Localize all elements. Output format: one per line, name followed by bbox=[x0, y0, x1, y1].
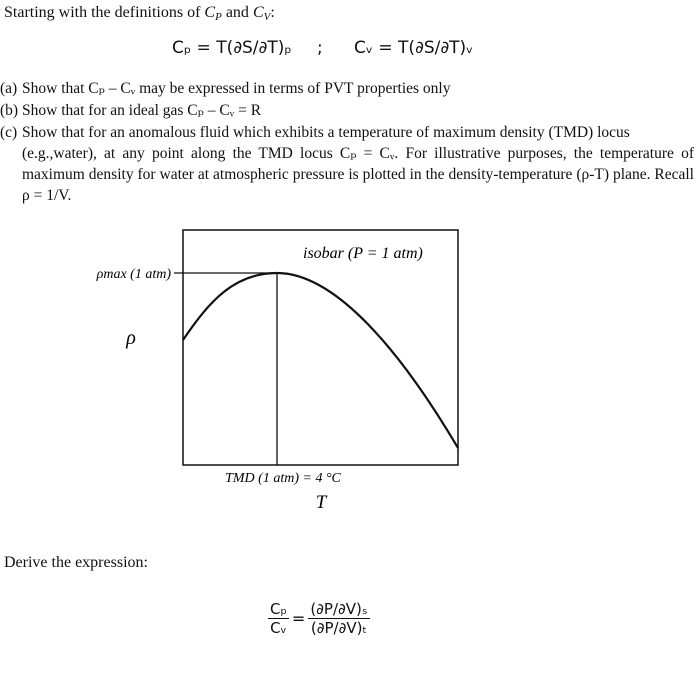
cp-definition: Cₚ = T(∂S/∂T)ₚ bbox=[172, 38, 292, 58]
lhs-fraction bbox=[268, 600, 289, 637]
derive-prompt: Derive the expression: bbox=[4, 554, 148, 571]
isobar-curve bbox=[183, 273, 458, 448]
question-b-text: Show that for an ideal gas Cₚ – Cᵥ = R bbox=[22, 102, 262, 119]
tmd-label: TMD (1 atm) = 4 °C bbox=[225, 471, 341, 486]
question-c-label: (c) bbox=[0, 124, 18, 141]
x-axis-label: T bbox=[315, 492, 327, 513]
isobar-label: isobar (P = 1 atm) bbox=[303, 245, 423, 262]
equals-sign: = bbox=[291, 609, 306, 628]
rhs-fraction bbox=[308, 600, 369, 637]
y-axis-label: ρ bbox=[126, 327, 136, 349]
definition-separator: ; bbox=[317, 38, 323, 58]
question-c-continuation: (e.g.,water), at any point along the TMD locus Cₚ = Cᵥ. For illustrative purposes, the temperature of maximum density for water at atmospheric pressure is plotted in the density-temperature (ρ-T) plane. Recall ρ = 1/V. bbox=[22, 145, 694, 204]
cv-definition: Cᵥ = T(∂S/∂T)ᵥ bbox=[354, 38, 474, 58]
final-expression bbox=[268, 600, 370, 637]
max-density-label: ρmax (1 atm) bbox=[96, 267, 171, 282]
question-a-label: (a) bbox=[0, 80, 18, 97]
question-b-label: (b) bbox=[0, 102, 19, 119]
question-b bbox=[0, 100, 261, 121]
rhs-denominator: (∂P/∂V)ₜ bbox=[308, 618, 369, 637]
question-a-text: Show that Cₚ – Cᵥ may be expressed in terms of PVT properties only bbox=[22, 80, 451, 97]
lhs-denominator: Cᵥ bbox=[268, 618, 289, 637]
lhs-numerator: Cₚ bbox=[270, 600, 287, 618]
question-c-line1: Show that for an anomalous fluid which exhibits a temperature of maximum density (TMD) locus bbox=[22, 124, 630, 141]
question-a bbox=[0, 78, 450, 99]
chart-frame bbox=[183, 230, 458, 465]
question-c bbox=[0, 122, 630, 143]
intro-text: Starting with the definitions of $C_P$ and $C_V$: bbox=[4, 4, 275, 23]
density-temperature-chart bbox=[0, 220, 700, 520]
rhs-numerator: (∂P/∂V)ₛ bbox=[310, 600, 368, 618]
